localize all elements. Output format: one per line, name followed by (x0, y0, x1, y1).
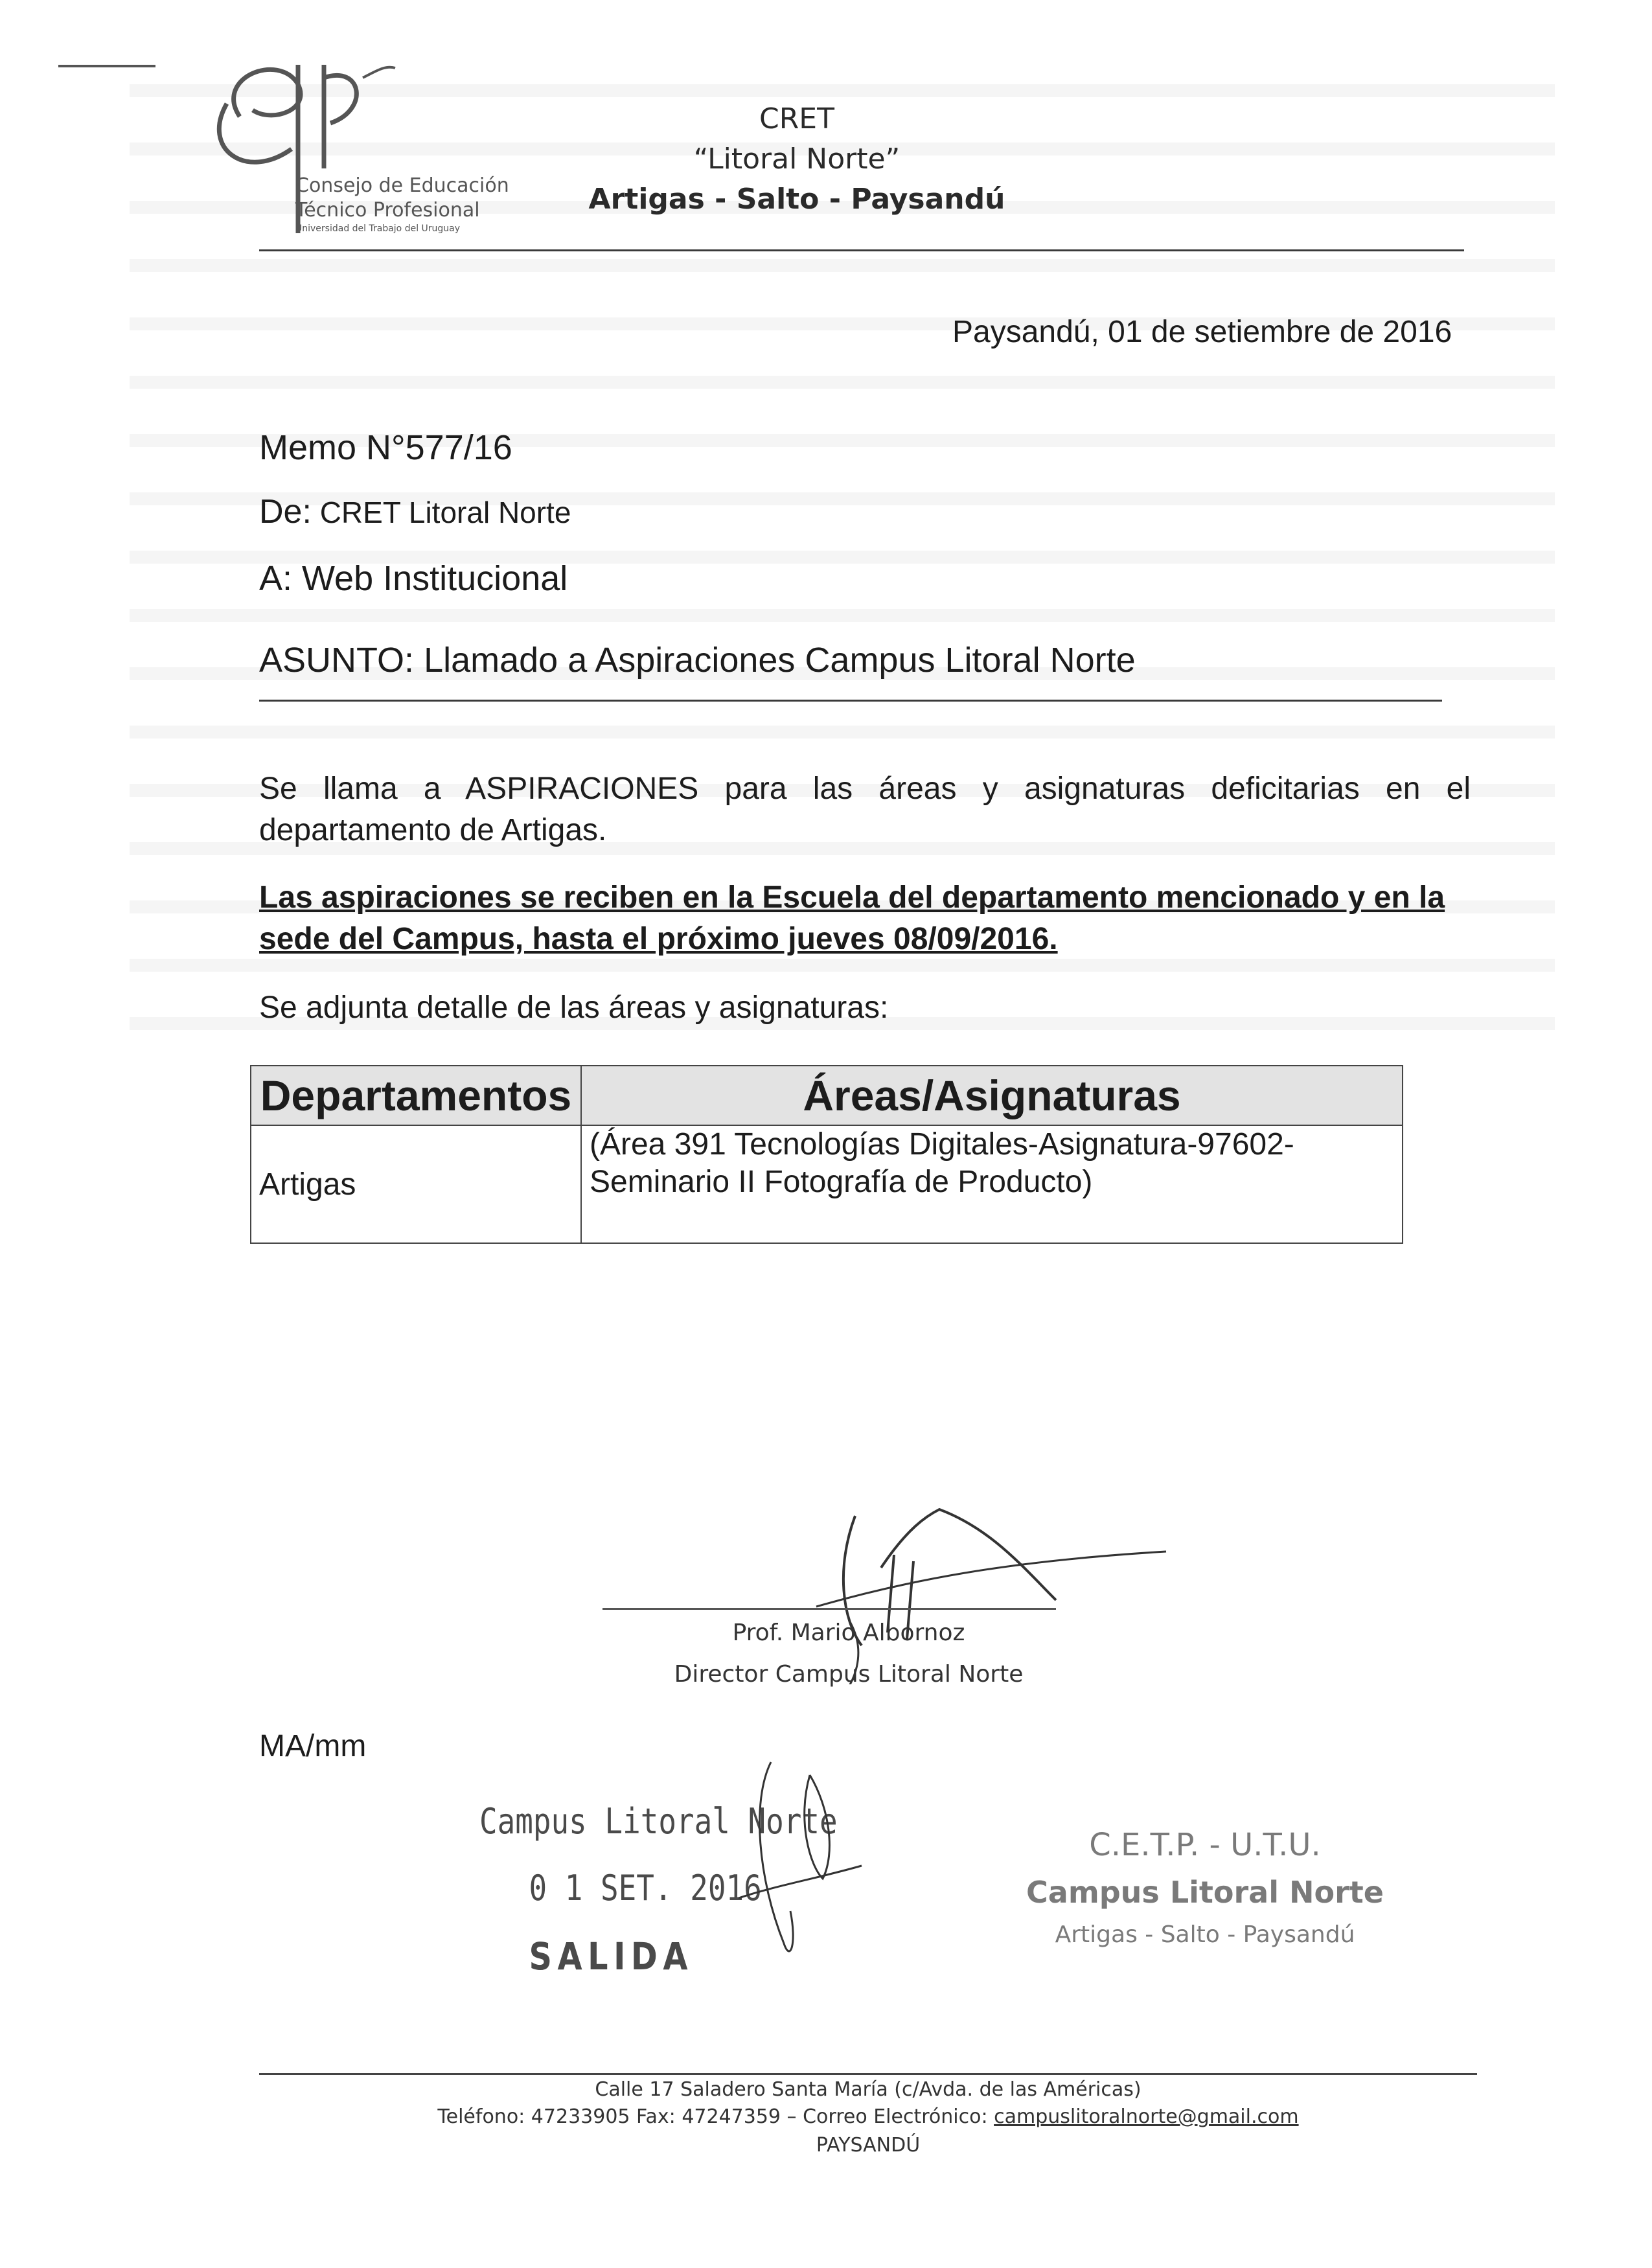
footer-contact (259, 2105, 1477, 2128)
body-paragraph-1: Se llama a ASPIRACIONES para las áreas y asignaturas deficitarias en el departamento de Artigas. (259, 772, 1471, 847)
memo-number: Memo N°577/16 (259, 428, 512, 467)
subject-label: ASUNTO: (259, 641, 415, 680)
footer-contact-prefix: Teléfono: 47233905 Fax: 47247359 – Correo Electrónico: (437, 2105, 988, 2128)
from-label: De: (259, 493, 312, 531)
institution-stamp (1011, 1827, 1399, 1948)
header-subtitle: “Litoral Norte” (693, 143, 901, 176)
header-divider (259, 249, 1464, 251)
footer-address: Calle 17 Saladero Santa María (c/Avda. de las Américas) (595, 2078, 1141, 2101)
footer-email-link[interactable]: campuslitoralnorte@gmail.com (994, 2105, 1299, 2128)
table-header-row (251, 1066, 1403, 1125)
to-label: A: (259, 559, 293, 598)
footer-city: PAYSANDÚ (816, 2134, 921, 2157)
scan-mark (58, 65, 155, 67)
cell-area: (Área 391 Tecnologías Digitales-Asignatura-97602- Seminario II Fotografía de Producto) (581, 1125, 1403, 1243)
signer-name: Prof. Mario Albornoz (732, 1620, 965, 1646)
header-areas: Áreas/Asignaturas (581, 1066, 1403, 1125)
reference-initials: MA/mm (259, 1729, 367, 1763)
subject-value: Llamado a Aspiraciones Campus Litoral Norte (424, 641, 1136, 680)
header-title: CRET (759, 102, 834, 135)
stamp-campus: Campus Litoral Norte (479, 1801, 838, 1842)
org-line-1: Consejo de Educación (295, 174, 509, 197)
stamp-salida: SALIDA (529, 1934, 693, 1978)
org-line-2: Técnico Profesional (295, 199, 480, 222)
stamp2-line3: Artigas - Salto - Paysandú (1055, 1921, 1355, 1948)
subject-divider (259, 700, 1442, 702)
memo-subject (259, 640, 1136, 680)
footer-divider (259, 2073, 1477, 2075)
memo-to (259, 558, 568, 599)
signer-role: Director Campus Litoral Norte (674, 1661, 1024, 1688)
stamp2-line1: C.E.T.P. - U.T.U. (1089, 1827, 1321, 1863)
logo-text (295, 174, 509, 235)
cell-department: Artigas (251, 1125, 581, 1243)
memo-from (259, 492, 571, 531)
initial-signature (713, 1749, 881, 1982)
director-signature (777, 1490, 1179, 1684)
to-value: Web Institucional (302, 559, 568, 598)
areas-table (250, 1065, 1403, 1244)
header-cities: Artigas - Salto - Paysandú (588, 183, 1005, 216)
body-paragraph-2: Las aspiraciones se reciben en la Escuela del departamento mencionado y en la sede del Campus, hasta el próximo jueves 08/09/2016. (259, 880, 1445, 956)
table-row (251, 1125, 1403, 1243)
from-value: CRET Litoral Norte (319, 496, 571, 529)
signature-line (602, 1608, 1056, 1610)
memo-date: Paysandú, 01 de setiembre de 2016 (952, 315, 1452, 349)
body-paragraph-3: Se adjunta detalle de las áreas y asignaturas: (259, 991, 889, 1025)
org-line-3: Universidad del Trabajo del Uruguay (295, 223, 461, 234)
stamp-date: 0 1 SET. 2016 (529, 1868, 762, 1908)
header-departamentos: Departamentos (251, 1066, 581, 1125)
stamp2-line2: Campus Litoral Norte (1026, 1875, 1384, 1910)
